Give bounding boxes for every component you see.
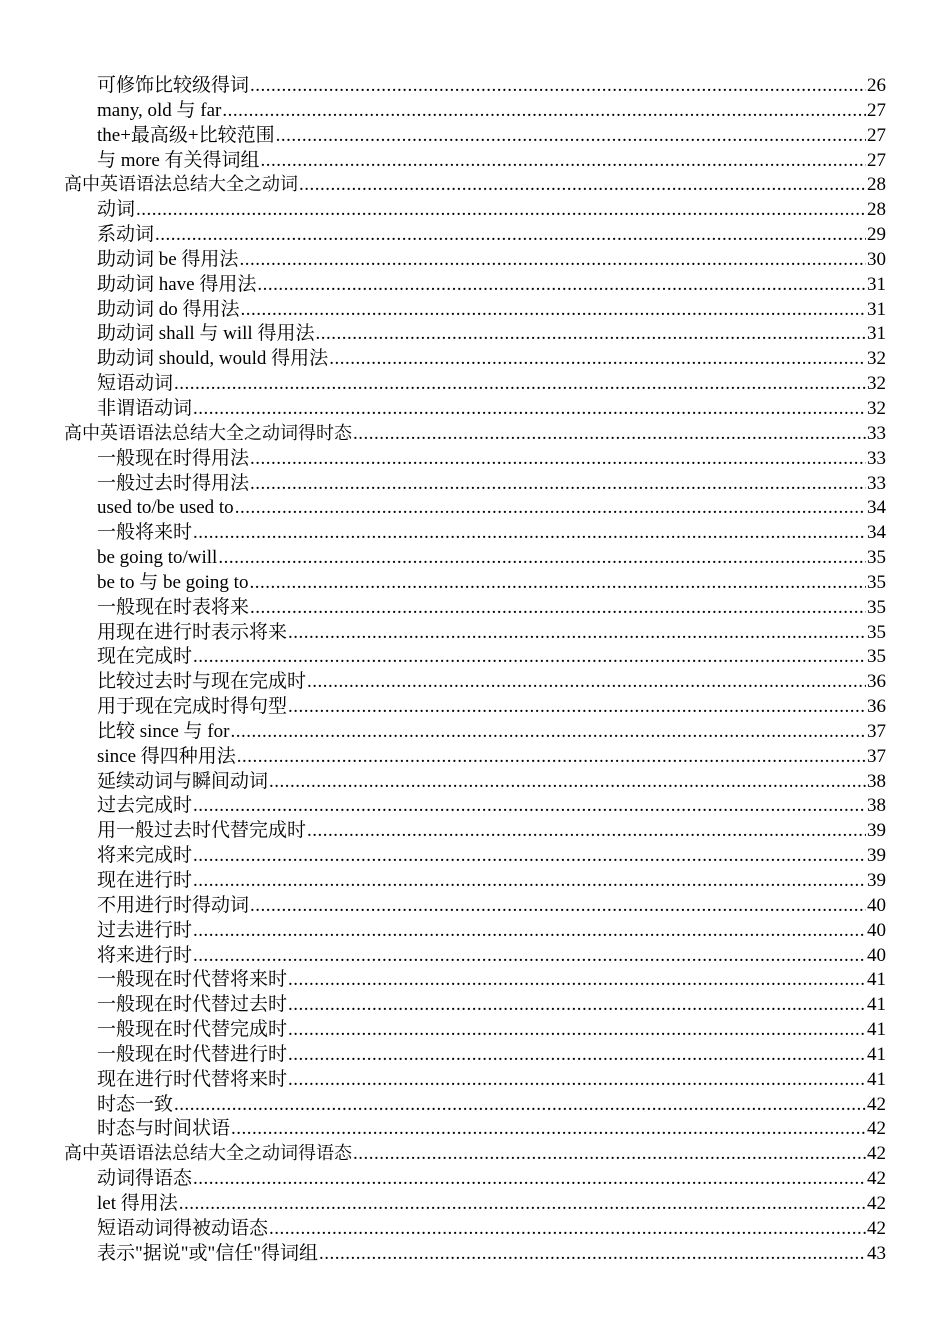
table-of-contents [0,74,950,1267]
toc-entry-title: 时态与时间状语 [97,1118,231,1140]
toc-dot-leader [261,149,866,174]
toc-page-number: 35 [867,547,886,569]
toc-section-entry[interactable] [0,397,950,422]
toc-section-entry[interactable] [0,968,950,993]
toc-section-entry[interactable] [0,596,950,621]
toc-page-number: 36 [867,696,886,718]
toc-page-number: 43 [867,1242,886,1264]
toc-section-entry[interactable] [0,149,950,174]
toc-dot-leader [307,819,866,844]
toc-dot-leader [288,993,866,1018]
toc-entry-title: 比较 since 与 for [97,720,230,742]
toc-entry-title: 高中英语语法总结大全之动词 [64,174,298,196]
toc-entry-title: 不用进行时得动词 [97,894,250,916]
toc-dot-leader [241,298,866,323]
toc-section-entry[interactable] [0,770,950,795]
toc-page-number: 28 [867,174,886,196]
toc-page-number: 36 [867,671,886,693]
toc-section-entry[interactable] [0,447,950,472]
toc-chapter-entry[interactable] [0,422,950,447]
toc-page-number: 37 [867,745,886,767]
toc-entry-title: 表示"据说"或"信任"得词组 [97,1242,319,1264]
toc-section-entry[interactable] [0,1242,950,1267]
toc-entry-title: 用一般过去时代替完成时 [97,820,307,842]
toc-dot-leader [230,720,866,745]
toc-page-number: 35 [867,571,886,593]
toc-entry-title: 一般过去时得用法 [97,472,250,494]
toc-entry-title: used to/be used to [97,497,234,519]
toc-section-entry[interactable] [0,74,950,99]
toc-entry-title: 助动词 do 得用法 [97,298,240,320]
toc-section-entry[interactable] [0,1068,950,1093]
toc-dot-leader [222,99,866,124]
toc-page-number: 29 [867,224,886,246]
toc-dot-leader [136,198,866,223]
toc-entry-title: 动词 [97,199,136,221]
toc-page-number: 32 [867,397,886,419]
toc-page-number: 42 [867,1168,886,1190]
toc-dot-leader [288,695,866,720]
toc-entry-title: 一般现在时代替将来时 [97,969,288,991]
toc-dot-leader [193,1167,866,1192]
toc-dot-leader [193,645,866,670]
toc-entry-title: 延续动词与瞬间动词 [97,770,269,792]
toc-dot-leader [193,944,866,969]
toc-entry-title: 助动词 have 得用法 [97,273,257,295]
toc-entry-title: be going to/will [97,547,218,569]
toc-section-entry[interactable] [0,99,950,124]
toc-section-entry[interactable] [0,993,950,1018]
toc-section-entry[interactable] [0,1217,950,1242]
toc-dot-leader [193,397,866,422]
toc-page-number: 32 [867,348,886,370]
toc-dot-leader [307,670,866,695]
toc-section-entry[interactable] [0,670,950,695]
toc-entry-title: 现在进行时 [97,870,193,891]
toc-entry-title: 现在完成时 [97,646,193,668]
toc-entry-title: 短语动词得被动语态 [97,1217,269,1239]
toc-page-number: 39 [867,820,886,842]
toc-entry-title: 一般现在时表将来 [97,596,250,618]
toc-page-number: 42 [867,1192,886,1214]
toc-section-entry[interactable] [0,124,950,149]
toc-page-number: 27 [867,149,886,171]
toc-section-entry[interactable] [0,571,950,596]
toc-section-entry[interactable] [0,1192,950,1217]
toc-section-entry[interactable] [0,198,950,223]
toc-page-number: 35 [867,596,886,618]
toc-entry-title: 一般现在时代替进行时 [97,1043,288,1065]
toc-entry-title: 一般现在时代替完成时 [97,1019,288,1041]
toc-section-entry[interactable] [0,1018,950,1043]
toc-entry-title: 过去进行时 [97,919,193,941]
toc-page-number: 35 [867,621,886,643]
toc-page-number: 40 [867,919,886,941]
toc-dot-leader [250,74,866,99]
toc-dot-leader [269,1217,866,1242]
toc-dot-leader [237,745,866,770]
toc-entry-title: be to 与 be going to [97,571,249,593]
toc-entry-title: 一般将来时 [97,522,193,544]
toc-dot-leader [193,794,866,819]
toc-dot-leader [179,1192,866,1217]
toc-dot-leader [250,472,866,497]
toc-entry-title: 非谓语动词 [97,397,193,419]
toc-section-entry[interactable] [0,919,950,944]
toc-entry-title: let 得用法 [97,1192,178,1214]
toc-dot-leader [288,1068,866,1093]
toc-page-number: 41 [867,969,886,991]
toc-entry-title: 高中英语语法总结大全之动词得语态 [64,1143,352,1165]
toc-section-entry[interactable] [0,248,950,273]
toc-entry-title: 用于现在完成时得句型 [97,696,288,718]
toc-section-entry[interactable] [0,298,950,323]
toc-entry-title: 时态一致 [97,1093,174,1115]
toc-section-entry[interactable] [0,720,950,745]
toc-dot-leader [249,571,866,596]
toc-page-number: 26 [867,75,886,96]
toc-entry-title: many, old 与 far [97,99,222,121]
toc-entry-title: 用现在进行时表示将来 [97,621,288,643]
toc-dot-leader [250,596,866,621]
toc-section-entry[interactable] [0,695,950,720]
toc-entry-title: since 得四种用法 [97,745,236,767]
toc-page-number: 33 [867,447,886,469]
toc-dot-leader [193,521,866,546]
toc-dot-leader [218,546,866,571]
toc-page-number: 35 [867,646,886,668]
toc-section-entry[interactable] [0,347,950,372]
toc-section-entry[interactable] [0,496,950,521]
toc-dot-leader [288,621,866,646]
toc-dot-leader [174,1093,866,1118]
toc-section-entry[interactable] [0,645,950,670]
toc-entry-title: 一般现在时得用法 [97,447,250,469]
toc-page-number: 41 [867,1019,886,1041]
toc-section-entry[interactable] [0,223,950,248]
toc-dot-leader [250,447,866,472]
toc-dot-leader [353,1142,866,1167]
toc-section-entry[interactable] [0,819,950,844]
toc-dot-leader [288,1043,866,1068]
toc-page-number: 37 [867,720,886,742]
toc-page-number: 33 [867,422,886,444]
toc-entry-title: 过去完成时 [97,795,193,817]
toc-chapter-entry[interactable] [0,173,950,198]
toc-dot-leader [315,322,866,347]
toc-entry-title: 动词得语态 [97,1168,193,1190]
toc-dot-leader [193,869,866,894]
toc-dot-leader [193,919,866,944]
toc-page-number: 31 [867,323,886,345]
toc-entry-title: 将来完成时 [97,845,193,867]
toc-page-number: 32 [867,373,886,395]
toc-entry-title: 助动词 should, would 得用法 [97,348,329,370]
toc-entry-title: 现在进行时代替将来时 [97,1068,288,1090]
toc-section-entry[interactable] [0,322,950,347]
toc-section-entry[interactable] [0,521,950,546]
toc-page-number: 33 [867,472,886,494]
toc-page-number: 27 [867,99,886,121]
toc-page-number: 38 [867,770,886,792]
toc-dot-leader [276,124,866,149]
toc-dot-leader [235,496,866,521]
toc-page-number: 38 [867,795,886,817]
toc-entry-title: 比较过去时与现在完成时 [97,671,307,693]
toc-dot-leader [174,372,866,397]
toc-entry-title: the+最高级+比较范围 [97,124,275,146]
toc-dot-leader [193,844,866,869]
toc-page-number: 42 [867,1093,886,1115]
toc-page-number: 31 [867,298,886,320]
toc-page-number: 27 [867,124,886,146]
toc-dot-leader [353,422,866,447]
toc-entry-title: 可修饰比较级得词 [97,75,250,96]
toc-section-entry[interactable] [0,546,950,571]
toc-section-entry[interactable] [0,745,950,770]
toc-page-number: 42 [867,1143,886,1165]
toc-page-number: 39 [867,845,886,867]
toc-dot-leader [299,173,866,198]
toc-entry-title: 将来进行时 [97,944,193,966]
toc-section-entry[interactable] [0,372,950,397]
toc-entry-title: 一般现在时代替过去时 [97,994,288,1016]
toc-dot-leader [231,1117,866,1142]
toc-chapter-entry[interactable] [0,1142,950,1167]
toc-dot-leader [250,894,866,919]
toc-section-entry[interactable] [0,794,950,819]
toc-entry-title: 助动词 be 得用法 [97,248,239,270]
toc-page-number: 42 [867,1217,886,1239]
toc-dot-leader [239,248,866,273]
toc-page-number: 41 [867,1043,886,1065]
toc-section-entry[interactable] [0,944,950,969]
toc-section-entry[interactable] [0,1117,950,1142]
toc-section-entry[interactable] [0,894,950,919]
toc-entry-title: 短语动词 [97,373,174,395]
toc-section-entry[interactable] [0,1093,950,1118]
toc-dot-leader [329,347,866,372]
toc-page-number: 42 [867,1118,886,1140]
toc-page-number: 30 [867,248,886,270]
toc-entry-title: 与 more 有关得词组 [97,149,260,171]
toc-page-number: 40 [867,894,886,916]
toc-entry-title: 助动词 shall 与 will 得用法 [97,323,315,345]
toc-page-number: 39 [867,870,886,891]
toc-section-entry[interactable] [0,1167,950,1192]
toc-page-number: 34 [867,522,886,544]
toc-page-number: 34 [867,497,886,519]
toc-section-entry[interactable] [0,844,950,869]
toc-section-entry[interactable] [0,1043,950,1068]
toc-page-number: 40 [867,944,886,966]
toc-section-entry[interactable] [0,273,950,298]
toc-dot-leader [319,1242,866,1267]
toc-entry-title: 系动词 [97,224,155,246]
toc-dot-leader [288,968,866,993]
toc-section-entry[interactable] [0,472,950,497]
toc-page-number: 28 [867,199,886,221]
toc-page-number: 41 [867,994,886,1016]
toc-page-number: 41 [867,1068,886,1090]
toc-dot-leader [269,770,866,795]
toc-entry-title: 高中英语语法总结大全之动词得时态 [64,422,352,444]
toc-page-number: 31 [867,273,886,295]
toc-section-entry[interactable] [0,621,950,646]
toc-section-entry[interactable] [0,869,950,894]
toc-dot-leader [257,273,866,298]
toc-dot-leader [288,1018,866,1043]
toc-dot-leader [155,223,866,248]
